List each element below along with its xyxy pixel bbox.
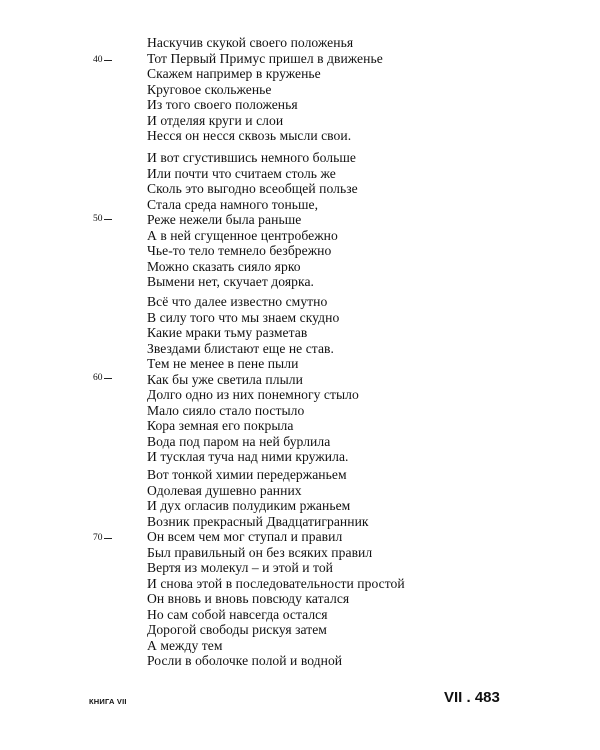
poem-line: И снова этой в последовательности простой [147,575,405,591]
line-number-tick [104,219,112,220]
poem-line: Скажем например в круженье [147,66,321,81]
line-number-marker [93,373,112,383]
poem-line: И вот сгустившись немного больше [147,150,356,165]
poem-line: Наскучив скукой своего положенья [147,35,354,50]
poem-line: Вертя из молекул – и этой и той [147,560,333,575]
poem-line: Но сам собой навсегда остался [147,606,328,622]
line-number-marker [93,533,112,543]
poem-line: А в ней сгущенное центробежно [147,227,338,243]
poem-line: И отделяя круги и слои [147,112,284,128]
poem-line: Стала среда намного тоньше, [147,196,319,212]
poem-line: Кора земная его покрыла [147,418,294,433]
poem-line: Вода под паром на ней бурлила [147,433,331,449]
poem-line: Можно сказать сияло ярко [147,258,301,274]
poem-line: Дорогой свободы рискуя затем [147,622,327,637]
line-number: 40 [93,55,103,65]
book-label: КНИГА VII [89,697,127,706]
poem-line: Вымени нет, скучает доярка. [147,274,314,289]
line-number-tick [104,538,112,539]
poem-line: Как бы уже светила плыли [147,371,303,387]
poem-line: Он всем чем мог ступал и правил [147,529,343,544]
poem-line: Звездами блистают еще не став. [147,340,334,356]
poem-line: Всё что далее известно смутно [147,294,328,309]
poem-line: Росли в оболочке полой и водной [147,653,343,668]
line-number: 60 [93,373,103,383]
poem-line: Реже нежели была раньше [147,212,302,227]
poem-line: А между тем [147,637,223,653]
poem-line: Тем не менее в пене пыли [147,356,299,371]
poem-line: Сколь это выгодно всеобщей пользе [147,181,358,196]
poem-line: Вот тонкой химии передержаньем [147,467,347,482]
poem-line: Или почти что считаем столь же [147,165,336,181]
line-number-tick [104,60,112,61]
line-number-marker [93,214,112,224]
poem-line: Какие мраки тьму разметав [147,325,308,340]
poem-line: Он вновь и вновь повсюду катался [147,591,350,606]
line-number-tick [104,378,112,379]
poem-line: Одолевая душевно ранних [147,482,302,498]
poem-line: В силу того что мы знаем скудно [147,309,340,325]
line-number-marker [93,55,112,65]
poem-line: Несся он несся сквозь мысли свои. [147,128,352,143]
poem-line: Круговое скольженье [147,81,272,97]
poem-line: Тот Первый Примус пришел в движенье [147,50,383,66]
poem-line: Возник прекрасный Двадцатигранник [147,513,369,529]
poem-line: Из того своего положенья [147,97,298,112]
line-number: 50 [93,214,103,224]
poem-line: И дух огласив полудиким ржаньем [147,498,351,513]
poem-line: Был правильный он без всяких правил [147,544,373,560]
poem-line: И тусклая туча над ними кружила. [147,449,349,464]
poem-line: Долго одно из них понемногу стыло [147,387,359,402]
page-number: VII . 483 [444,689,500,706]
poem-line: Мало сияло стало постыло [147,402,305,418]
poem-line: Чье-то тело темнело безбрежно [147,243,332,258]
line-number: 70 [93,533,103,543]
